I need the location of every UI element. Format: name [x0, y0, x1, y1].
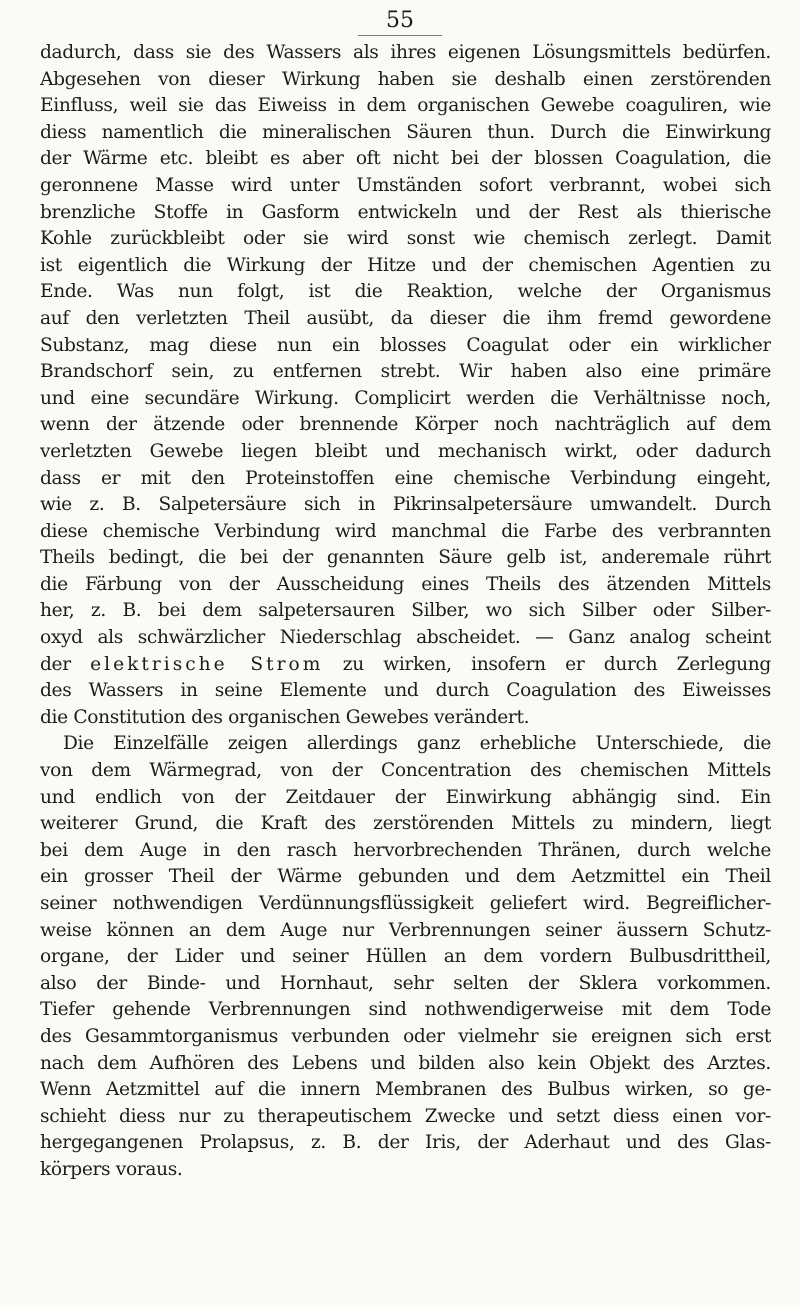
text-line: also der Binde- und Hornhaut, sehr selten der Sklera vorkommen. [40, 972, 771, 994]
body-text [40, 40, 771, 1184]
text-line: die Färbung von der Ausscheidung eines Theils des ätzenden Mittels [40, 573, 771, 595]
text-line: Einfluss, weil sie das Eiweiss in dem organischen Gewebe coaguliren, wie [40, 95, 771, 117]
text-line: seiner nothwendigen Verdünnungsflüssigkeit geliefert wird. Begreiflicher- [40, 893, 771, 914]
text-line: die Constitution des organischen Gewebes verändert. [40, 706, 530, 728]
text-line: brenzliche Stoffe in Gasform entwickeln und der Rest als thierische [40, 201, 771, 223]
text-line: her, z. B. bei dem salpetersauren Silber, wo sich Silber oder Silber- [40, 600, 771, 622]
spaced-emphasis: elektrische Strom [90, 653, 324, 675]
text-line: ist eigentlich die Wirkung der Hitze und der chemischen Agentien zu [40, 254, 771, 276]
text-line: wie z. B. Salpetersäure sich in Pikrinsalpetersäure umwandelt. Durch [40, 494, 771, 516]
text-line: organe, der Lider und seiner Hüllen an dem vordern Bulbusdrittheil, [40, 946, 771, 968]
text-line: von dem Wärmegrad, von der Concentration des chemischen Mittels [40, 760, 771, 782]
text-line: und eine secundäre Wirkung. Complicirt werden die Verhältnisse noch, [40, 387, 771, 409]
paragraph-start-line: Die Einzelfälle zeigen allerdings ganz erhebliche Unterschiede, die [63, 733, 771, 755]
text-line: weiterer Grund, die Kraft des zerstörenden Mittels zu mindern, liegt [40, 813, 771, 835]
text-line: diese chemische Verbindung wird manchmal die Farbe des verbrannten [40, 520, 771, 542]
text-line: schieht diess nur zu therapeutischem Zwecke und setzt diess einen vor- [40, 1105, 771, 1127]
text-line: Kohle zurückbleibt oder sie wird sonst wie chemisch zerlegt. Damit [40, 228, 771, 250]
text-line: dadurch, dass sie des Wassers als ihres eigenen Lösungsmittels bedürfen. [40, 42, 771, 63]
text-line: oxyd als schwärzlicher Niederschlag abscheidet. — Ganz analog scheint [40, 627, 771, 649]
text-line-spaced [40, 652, 771, 679]
text-line: bei dem Auge in den rasch hervorbrechenden Thränen, durch welche [40, 839, 771, 861]
text-line: hergegangenen Prolapsus, z. B. der Iris, der Aderhaut und des Glas- [40, 1132, 771, 1154]
page-number [0, 8, 800, 36]
text-line: wenn der ätzende oder brennende Körper noch nachträglich auf dem [40, 414, 771, 436]
text-line: dass er mit den Proteinstoffen eine chemische Verbindung eingeht, [40, 467, 771, 489]
text-line: der Wärme etc. bleibt es aber oft nicht bei der blossen Coagulation, die [40, 148, 771, 170]
line-suffix: zu wirken, insofern er durch Zerlegung [323, 653, 771, 675]
text-line: ein grosser Theil der Wärme gebunden und dem Aetzmittel ein Theil [40, 866, 771, 888]
text-line: auf den verletzten Theil ausübt, da dieser die ihm fremd gewordene [40, 307, 771, 329]
text-line: verletzten Gewebe liegen bleibt und mechanisch wirkt, oder dadurch [40, 440, 771, 462]
text-line: und endlich von der Zeitdauer der Einwirkung abhängig sind. Ein [40, 786, 771, 808]
text-line: Substanz, mag diese nun ein blosses Coagulat oder ein wirklicher [40, 334, 771, 356]
line-prefix: der [40, 653, 91, 675]
text-line: geronnene Masse wird unter Umständen sofort verbrannt, wobei sich [40, 174, 771, 196]
text-line: des Wassers in seine Elemente und durch Coagulation des Eiweisses [40, 680, 771, 702]
text-line: Theils bedingt, die bei der genannten Säure gelb ist, anderemale rührt [40, 547, 771, 569]
text-line: Wenn Aetzmittel auf die innern Membranen des Bulbus wirken, so ge- [40, 1079, 771, 1101]
text-line: weise können an dem Auge nur Verbrennungen seiner äussern Schutz- [40, 919, 771, 941]
text-line: Abgesehen von dieser Wirkung haben sie deshalb einen zerstörenden [40, 68, 771, 90]
text-line: Ende. Was nun folgt, ist die Reaktion, welche der Organismus [40, 281, 771, 303]
text-line: körpers voraus. [40, 1158, 183, 1180]
text-line: des Gesammtorganismus verbunden oder vielmehr sie ereignen sich erst [40, 1025, 771, 1047]
text-line: Brandschorf sein, zu entfernen strebt. Wir haben also eine primäre [40, 361, 771, 383]
text-line: Tiefer gehende Verbrennungen sind nothwendigerweise mit dem Tode [40, 999, 771, 1021]
text-line: diess namentlich die mineralischen Säuren thun. Durch die Einwirkung [40, 121, 771, 143]
page-number-text: 55 [358, 8, 442, 36]
text-line: nach dem Aufhören des Lebens und bilden also kein Objekt des Arztes. [40, 1052, 771, 1074]
